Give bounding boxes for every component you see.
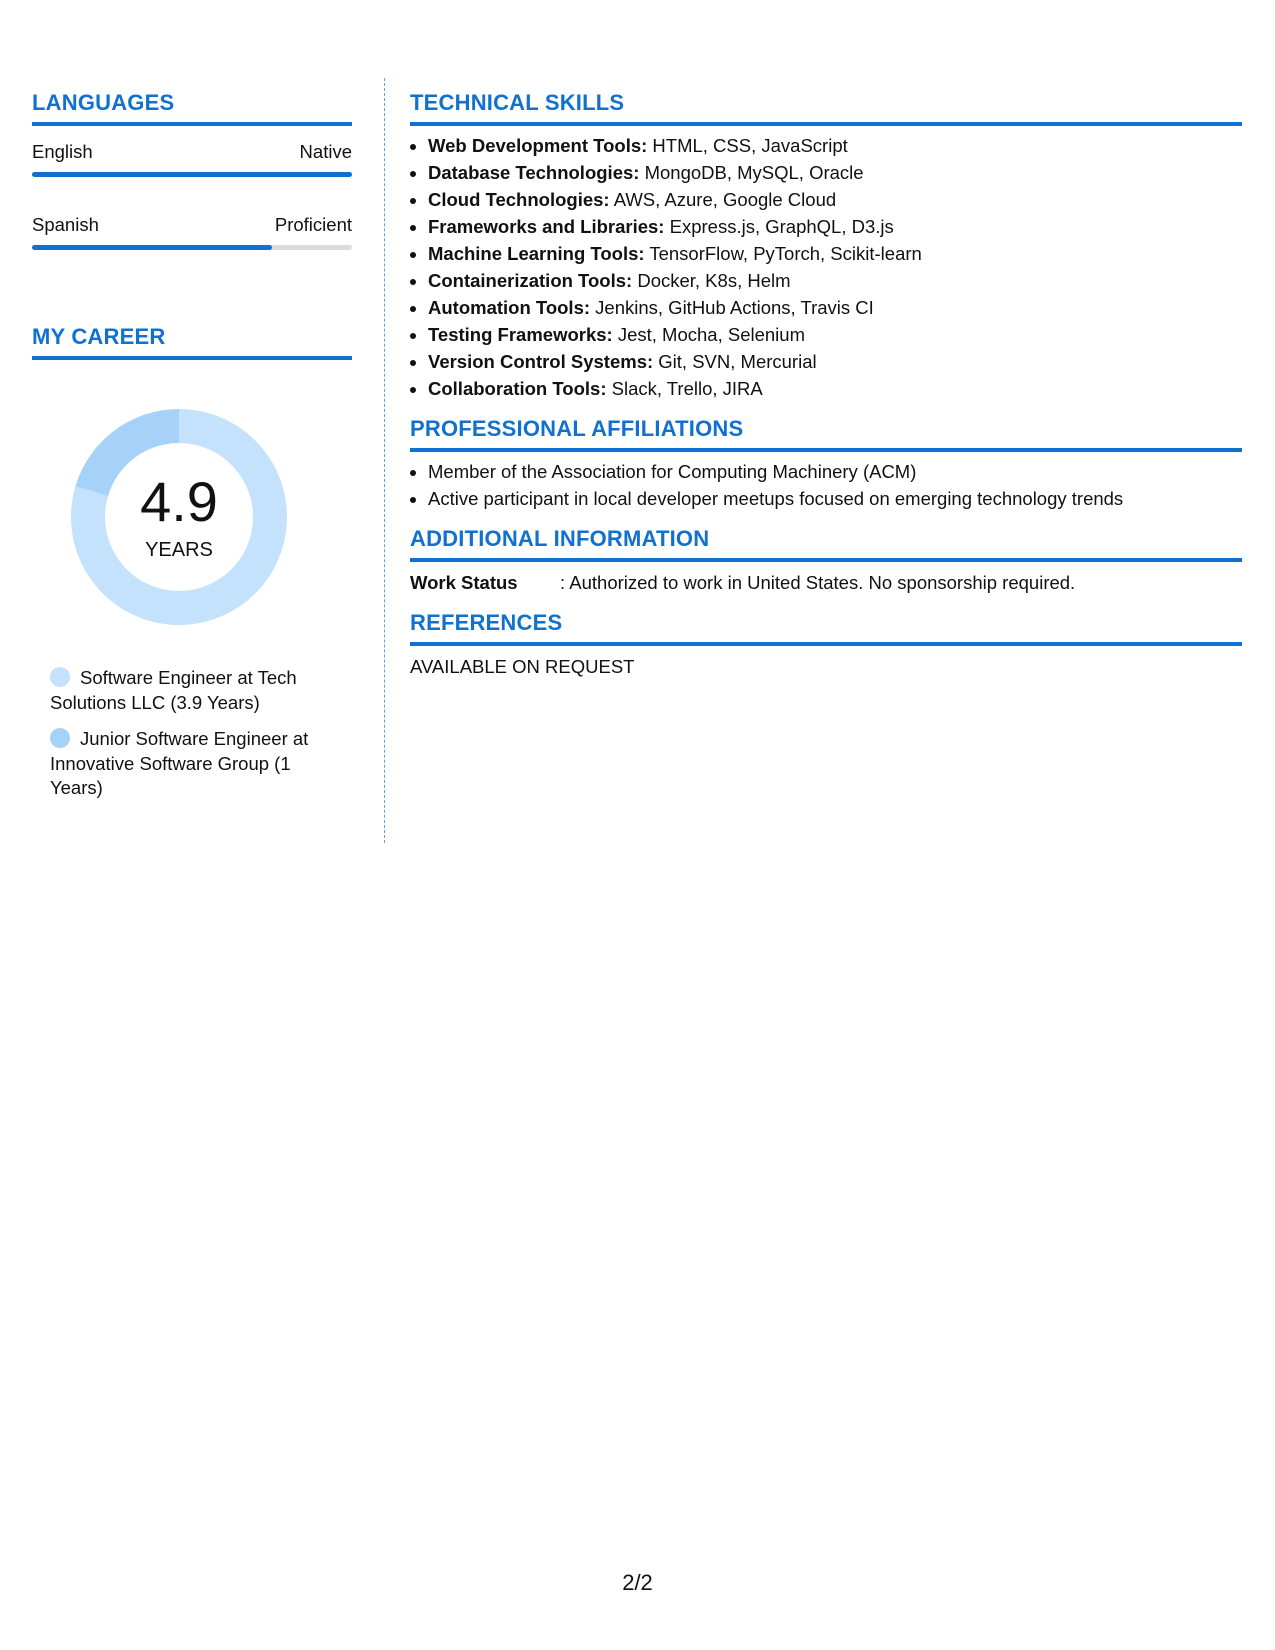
left-column [32,90,352,813]
skill-category: Automation Tools: [428,297,591,318]
career-heading: MY CAREER [32,324,352,360]
list-item: • Member of the Association for Computing Machinery (ACM) [428,458,1242,485]
skill-category: Cloud Technologies: [428,189,610,210]
references-heading: REFERENCES [410,610,1242,646]
skill-values: MongoDB, MySQL, Oracle [639,162,864,183]
references-section [410,610,1242,680]
legend-item [50,727,340,801]
skill-category: Testing Frameworks: [428,324,613,345]
affiliations-list [410,458,1242,512]
skill-category: Machine Learning Tools: [428,243,645,264]
additional-info-heading: ADDITIONAL INFORMATION [410,526,1242,562]
list-item [428,348,1242,375]
additional-info-section [410,526,1242,596]
list-item [428,186,1242,213]
language-level: Native [299,141,352,162]
work-status-row [410,570,1242,596]
affiliations-heading: PROFESSIONAL AFFILIATIONS [410,416,1242,452]
skill-category: Frameworks and Libraries: [428,216,665,237]
legend-item [50,666,340,715]
language-item [32,213,352,250]
skill-values: Docker, K8s, Helm [632,270,791,291]
page-number: 2/2 [622,1570,653,1595]
skill-category: Version Control Systems: [428,351,654,372]
career-section [32,324,352,801]
skill-values: Express.js, GraphQL, D3.js [664,216,894,237]
list-item [428,375,1242,402]
career-donut-chart [66,404,292,630]
skill-category: Database Technologies: [428,162,640,183]
skill-values: AWS, Azure, Google Cloud [609,189,837,210]
column-divider [384,78,385,843]
list-item [428,240,1242,267]
career-total-value: 4.9 [140,470,218,533]
technical-skills-heading: TECHNICAL SKILLS [410,90,1242,126]
legend-dot-icon [50,728,70,748]
references-text: AVAILABLE ON REQUEST [410,656,635,677]
language-proficiency-fill [32,172,352,177]
languages-heading: LANGUAGES [32,90,352,126]
language-item [32,140,352,177]
language-name: English [32,141,93,162]
list-item [428,267,1242,294]
language-level: Proficient [274,214,352,235]
right-column [410,90,1242,680]
technical-skills-section [410,90,1242,402]
legend-label: Software Engineer at Tech Solutions LLC (3.9 Years) [50,667,297,713]
language-name: Spanish [32,214,99,235]
language-proficiency-bar [32,245,352,250]
languages-section [32,90,352,250]
language-proficiency-fill [32,245,272,250]
technical-skills-list [410,132,1242,402]
list-item [428,213,1242,240]
list-item [428,294,1242,321]
language-proficiency-bar [32,172,352,177]
work-status-label: Work Status [410,572,518,593]
skill-category: Containerization Tools: [428,270,633,291]
skill-values: Slack, Trello, JIRA [606,378,763,399]
career-total-unit: YEARS [145,539,213,561]
list-item [428,159,1242,186]
skill-values: TensorFlow, PyTorch, Scikit-learn [644,243,922,264]
skill-category: Web Development Tools: [428,135,648,156]
list-item [428,132,1242,159]
work-status-value: : Authorized to work in United States. No sponsorship required. [560,572,1076,593]
skill-category: Collaboration Tools: [428,378,607,399]
career-legend [50,666,340,801]
skill-values: Jenkins, GitHub Actions, Travis CI [590,297,874,318]
list-item [428,321,1242,348]
affiliations-section [410,416,1242,512]
legend-label: Junior Software Engineer at Innovative Software Group (1 Years) [50,728,309,798]
skill-values: HTML, CSS, JavaScript [647,135,848,156]
legend-dot-icon [50,667,70,687]
skill-values: Git, SVN, Mercurial [653,351,817,372]
skill-values: Jest, Mocha, Selenium [612,324,805,345]
list-item: • Active participant in local developer meetups focused on emerging technology trends [428,485,1242,512]
